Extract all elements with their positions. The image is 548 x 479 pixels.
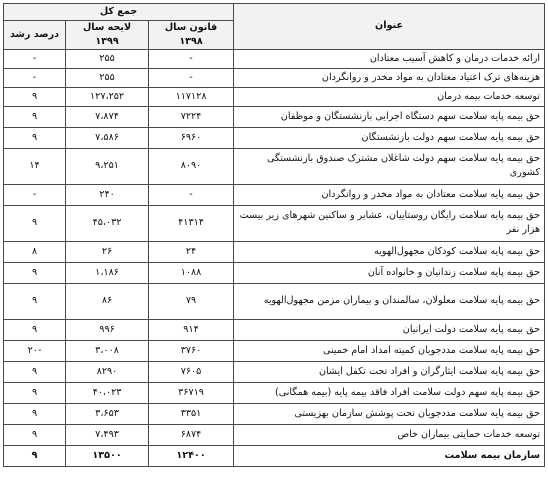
row-title: حق بیمه پایه سلامت رایگان روستاییان، عشایر و ساکنین شهرهای زیر بیست هزار نفر: [234, 205, 545, 241]
row-1398: ۶۹۶۰: [149, 127, 234, 148]
row-1399: ۹،۲۵۱: [66, 148, 149, 184]
row-1398: ۱۲۴۰۰: [149, 445, 234, 466]
row-growth: ۸: [4, 241, 66, 262]
row-1398: ۱۰۸۸: [149, 262, 234, 283]
row-title: سازمان بیمه سلامت: [234, 445, 545, 466]
table-row: [4, 127, 545, 148]
row-1398: ۱۱۷۱۲۸: [149, 87, 234, 106]
row-1399: ۴۰،۰۲۳: [66, 382, 149, 403]
row-1399: ۷،۴۹۳: [66, 424, 149, 445]
table-row: [4, 49, 545, 68]
table-row: [4, 184, 545, 205]
row-1398: ۳۷۶۰: [149, 340, 234, 361]
header-growth: درصد رشد: [4, 21, 66, 50]
table-row: [4, 382, 545, 403]
row-1398: ۷۶۰۵: [149, 361, 234, 382]
row-1399: ۲۴۰: [66, 184, 149, 205]
row-title: حق بیمه پایه سلامت معلولان، سالمندان و بیماران مزمن مجهول‌الهویه: [234, 283, 545, 319]
row-growth: ۹: [4, 445, 66, 466]
row-title: حق بیمه پایه سلامت معتادان به مواد مخدر و روانگردان: [234, 184, 545, 205]
row-1399: ۱،۱۸۶: [66, 262, 149, 283]
row-1398: -: [149, 49, 234, 68]
row-1399: ۲۵۵: [66, 49, 149, 68]
row-1399: ۴۵،۰۳۲: [66, 205, 149, 241]
row-1399: ۸۲۹۰: [66, 361, 149, 382]
row-growth: ۹: [4, 283, 66, 319]
row-growth: ۹: [4, 361, 66, 382]
row-1399: ۱۳۵۰۰: [66, 445, 149, 466]
row-title: حق بیمه پایه سلامت سهم دستگاه اجرایی بازنشستگان و موظفان: [234, 106, 545, 127]
table-row: [4, 361, 545, 382]
row-growth: -: [4, 68, 66, 87]
row-growth: ۹: [4, 87, 66, 106]
table-row: [4, 424, 545, 445]
table-row: [4, 319, 545, 340]
row-1399: ۷،۵۸۶: [66, 127, 149, 148]
table-row: [4, 148, 545, 184]
row-1399: ۲۶: [66, 241, 149, 262]
row-title: حق بیمه پایه سلامت سهم دولت شاغلان مشترک صندوق بازنشستگی کشوری: [234, 148, 545, 184]
row-1399: ۳،۶۵۳: [66, 403, 149, 424]
row-title: حق بیمه پایه سلامت مددجویان تحت پوشش سازمان بهزیستی: [234, 403, 545, 424]
row-growth: ۹: [4, 382, 66, 403]
row-growth: -: [4, 49, 66, 68]
row-1398: ۷۹: [149, 283, 234, 319]
row-title: حق بیمه پایه سلامت کودکان مجهول‌الهویه: [234, 241, 545, 262]
row-1398: ۳۳۵۱: [149, 403, 234, 424]
row-1398: ۸۰۹۰: [149, 148, 234, 184]
table-row: [4, 205, 545, 241]
row-1398: ۴۱۳۱۴: [149, 205, 234, 241]
row-growth: -: [4, 184, 66, 205]
row-title: هزینه‌های ترک اعتیاد معتادان به مواد مخدر و روانگردان: [234, 68, 545, 87]
table-row: [4, 68, 545, 87]
row-title: حق بیمه پایه سلامت زندانیان و خانواده آنان: [234, 262, 545, 283]
row-growth: ۹: [4, 262, 66, 283]
row-1398: ۲۴: [149, 241, 234, 262]
header-title: عنوان: [234, 4, 545, 50]
row-growth: -۲۰: [4, 340, 66, 361]
row-1398: ۶۸۷۴: [149, 424, 234, 445]
row-title: توسعه خدمات بیمه درمان: [234, 87, 545, 106]
row-growth: ۹: [4, 319, 66, 340]
row-title: حق بیمه پایه سهم دولت سلامت افراد فاقد بیمه پایه (بیمه همگانی): [234, 382, 545, 403]
row-1399: ۳،۰۰۸: [66, 340, 149, 361]
row-1398: ۷۲۲۴: [149, 106, 234, 127]
row-growth: ۹: [4, 424, 66, 445]
row-title: حق بیمه پایه سلامت مددجویان کمیته امداد امام خمینی: [234, 340, 545, 361]
row-growth: ۹: [4, 106, 66, 127]
budget-table: [3, 3, 545, 467]
table-row-total: [4, 445, 545, 466]
row-1399: ۹۹۶: [66, 319, 149, 340]
table-row: [4, 262, 545, 283]
table-row: [4, 403, 545, 424]
header-1399: لایحه سال ۱۳۹۹: [66, 21, 149, 50]
row-1399: ۱۲۷،۲۵۲: [66, 87, 149, 106]
row-title: حق بیمه پایه سلامت سهم دولت بازنشستگان: [234, 127, 545, 148]
table-row: [4, 340, 545, 361]
header-1398: قانون سال ۱۳۹۸: [149, 21, 234, 50]
row-title: حق بیمه پایه سلامت ایثارگران و افراد تحت تکفل ایشان: [234, 361, 545, 382]
row-title: حق بیمه پایه سلامت دولت ایرانیان: [234, 319, 545, 340]
row-title: ارائه خدمات درمان و کاهش آسیب معتادان: [234, 49, 545, 68]
row-growth: ۹: [4, 127, 66, 148]
row-1399: ۷،۸۷۴: [66, 106, 149, 127]
header-group-total: جمع کل: [4, 4, 234, 21]
row-title: توسعه خدمات حمایتی بیماران خاص: [234, 424, 545, 445]
row-1398: ۹۱۴: [149, 319, 234, 340]
table-row: [4, 106, 545, 127]
row-1398: -: [149, 184, 234, 205]
table-row: [4, 283, 545, 319]
row-growth: ۹: [4, 205, 66, 241]
row-1399: ۲۵۵: [66, 68, 149, 87]
row-1398: ۳۶۷۱۹: [149, 382, 234, 403]
row-1398: -: [149, 68, 234, 87]
row-1399: ۸۶: [66, 283, 149, 319]
table-row: [4, 241, 545, 262]
row-growth: ۱۴: [4, 148, 66, 184]
table-row: [4, 87, 545, 106]
row-growth: ۹: [4, 403, 66, 424]
